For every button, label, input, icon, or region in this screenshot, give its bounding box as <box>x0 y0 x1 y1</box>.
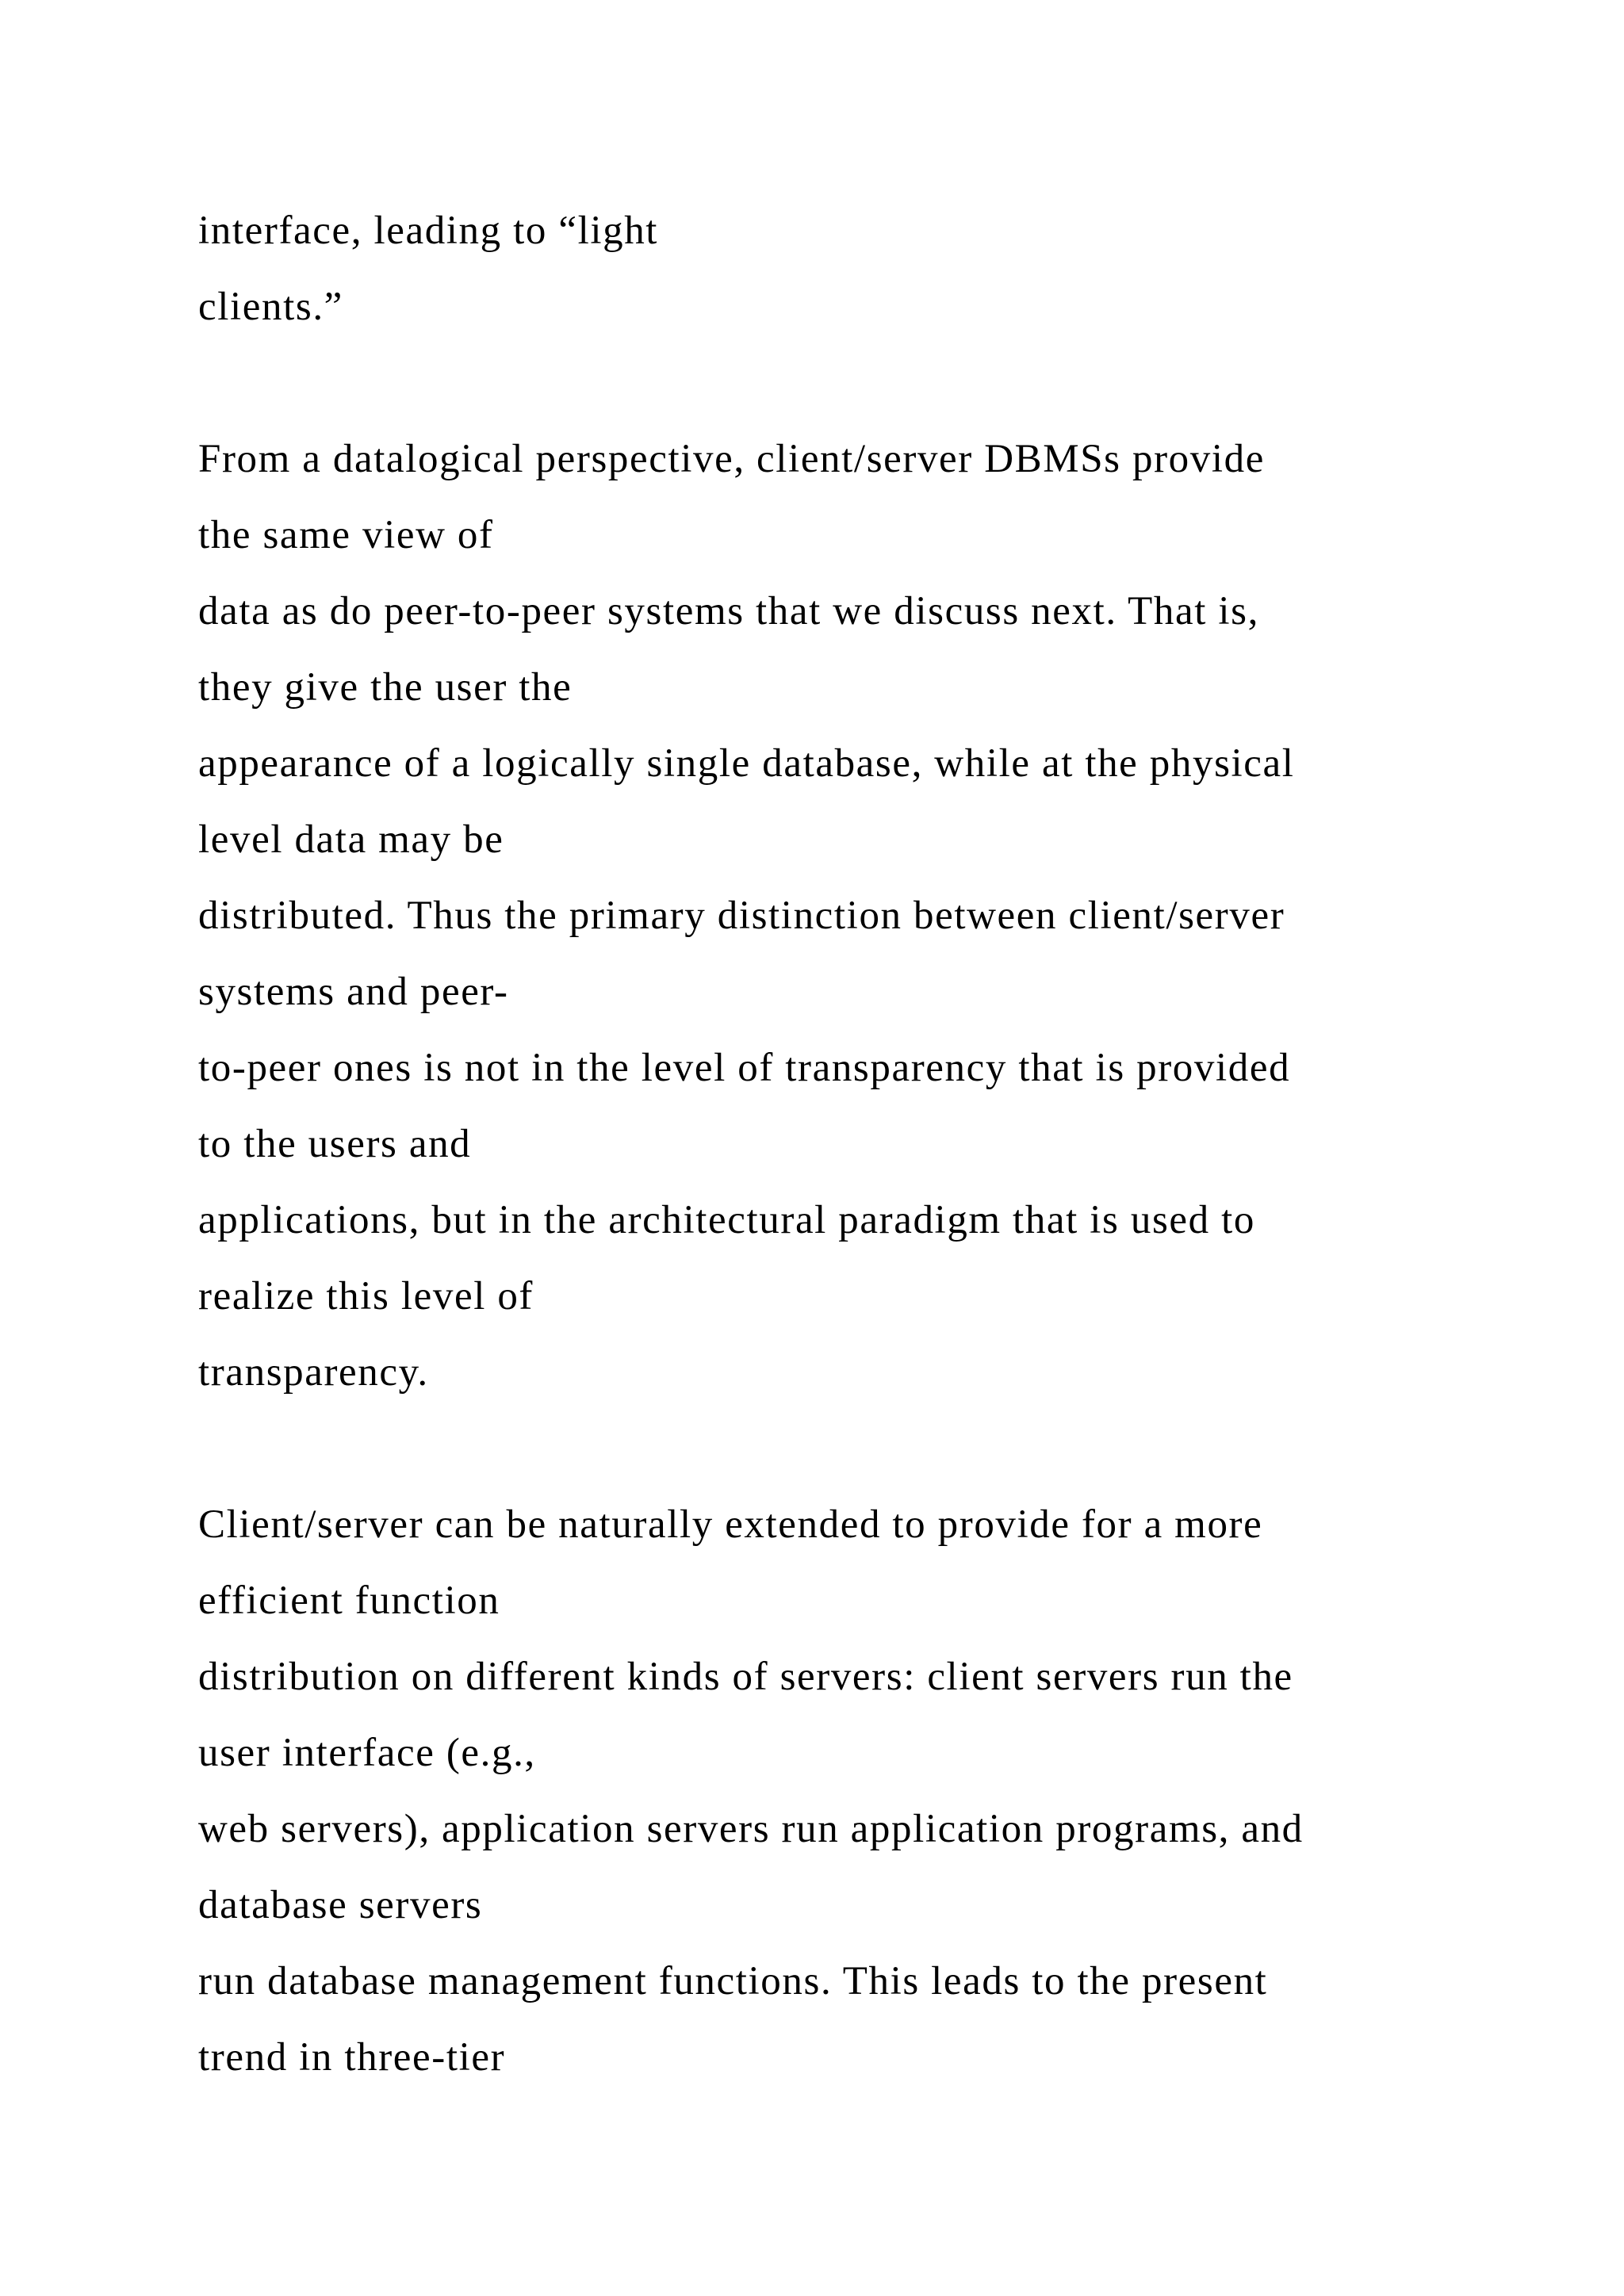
text-line: appearance of a logically single database, while at the physical <box>198 741 1295 786</box>
text-line: to-peer ones is not in the level of transparency that is provided <box>198 1046 1291 1090</box>
text-line: database servers <box>198 1883 483 1927</box>
paragraph-gap <box>198 1410 1467 1487</box>
text-line: interface, leading to “light <box>198 209 659 253</box>
paragraph-3 <box>198 1487 1467 2095</box>
text-line: trend in three-tier <box>198 2035 506 2080</box>
paragraph-gap <box>198 345 1467 421</box>
text-line: distribution on different kinds of servers: client servers run the <box>198 1655 1293 1699</box>
text-line: clients.” <box>198 285 343 329</box>
text-line: web servers), application servers run application programs, and <box>198 1807 1304 1851</box>
text-line: run database management functions. This leads to the present <box>198 1959 1268 2003</box>
document-body <box>198 193 1467 2095</box>
text-line: level data may be <box>198 817 504 862</box>
text-line: they give the user the <box>198 665 573 710</box>
text-line: realize this level of <box>198 1274 534 1318</box>
text-line: From a datalogical perspective, client/server DBMSs provide <box>198 437 1265 481</box>
text-line: the same view of <box>198 513 494 557</box>
text-line: to the users and <box>198 1122 472 1166</box>
text-line: user interface (e.g., <box>198 1731 536 1775</box>
text-line: transparency. <box>198 1350 429 1395</box>
paragraph-2 <box>198 421 1467 1410</box>
text-line: Client/server can be naturally extended to provide for a more <box>198 1502 1263 1547</box>
text-line: applications, but in the architectural paradigm that is used to <box>198 1198 1255 1242</box>
paragraph-1 <box>198 193 1467 345</box>
text-line: efficient function <box>198 1578 500 1623</box>
text-line: systems and peer- <box>198 970 509 1014</box>
text-line: data as do peer-to-peer systems that we discuss next. That is, <box>198 589 1259 633</box>
text-line: distributed. Thus the primary distinction between client/server <box>198 894 1285 938</box>
